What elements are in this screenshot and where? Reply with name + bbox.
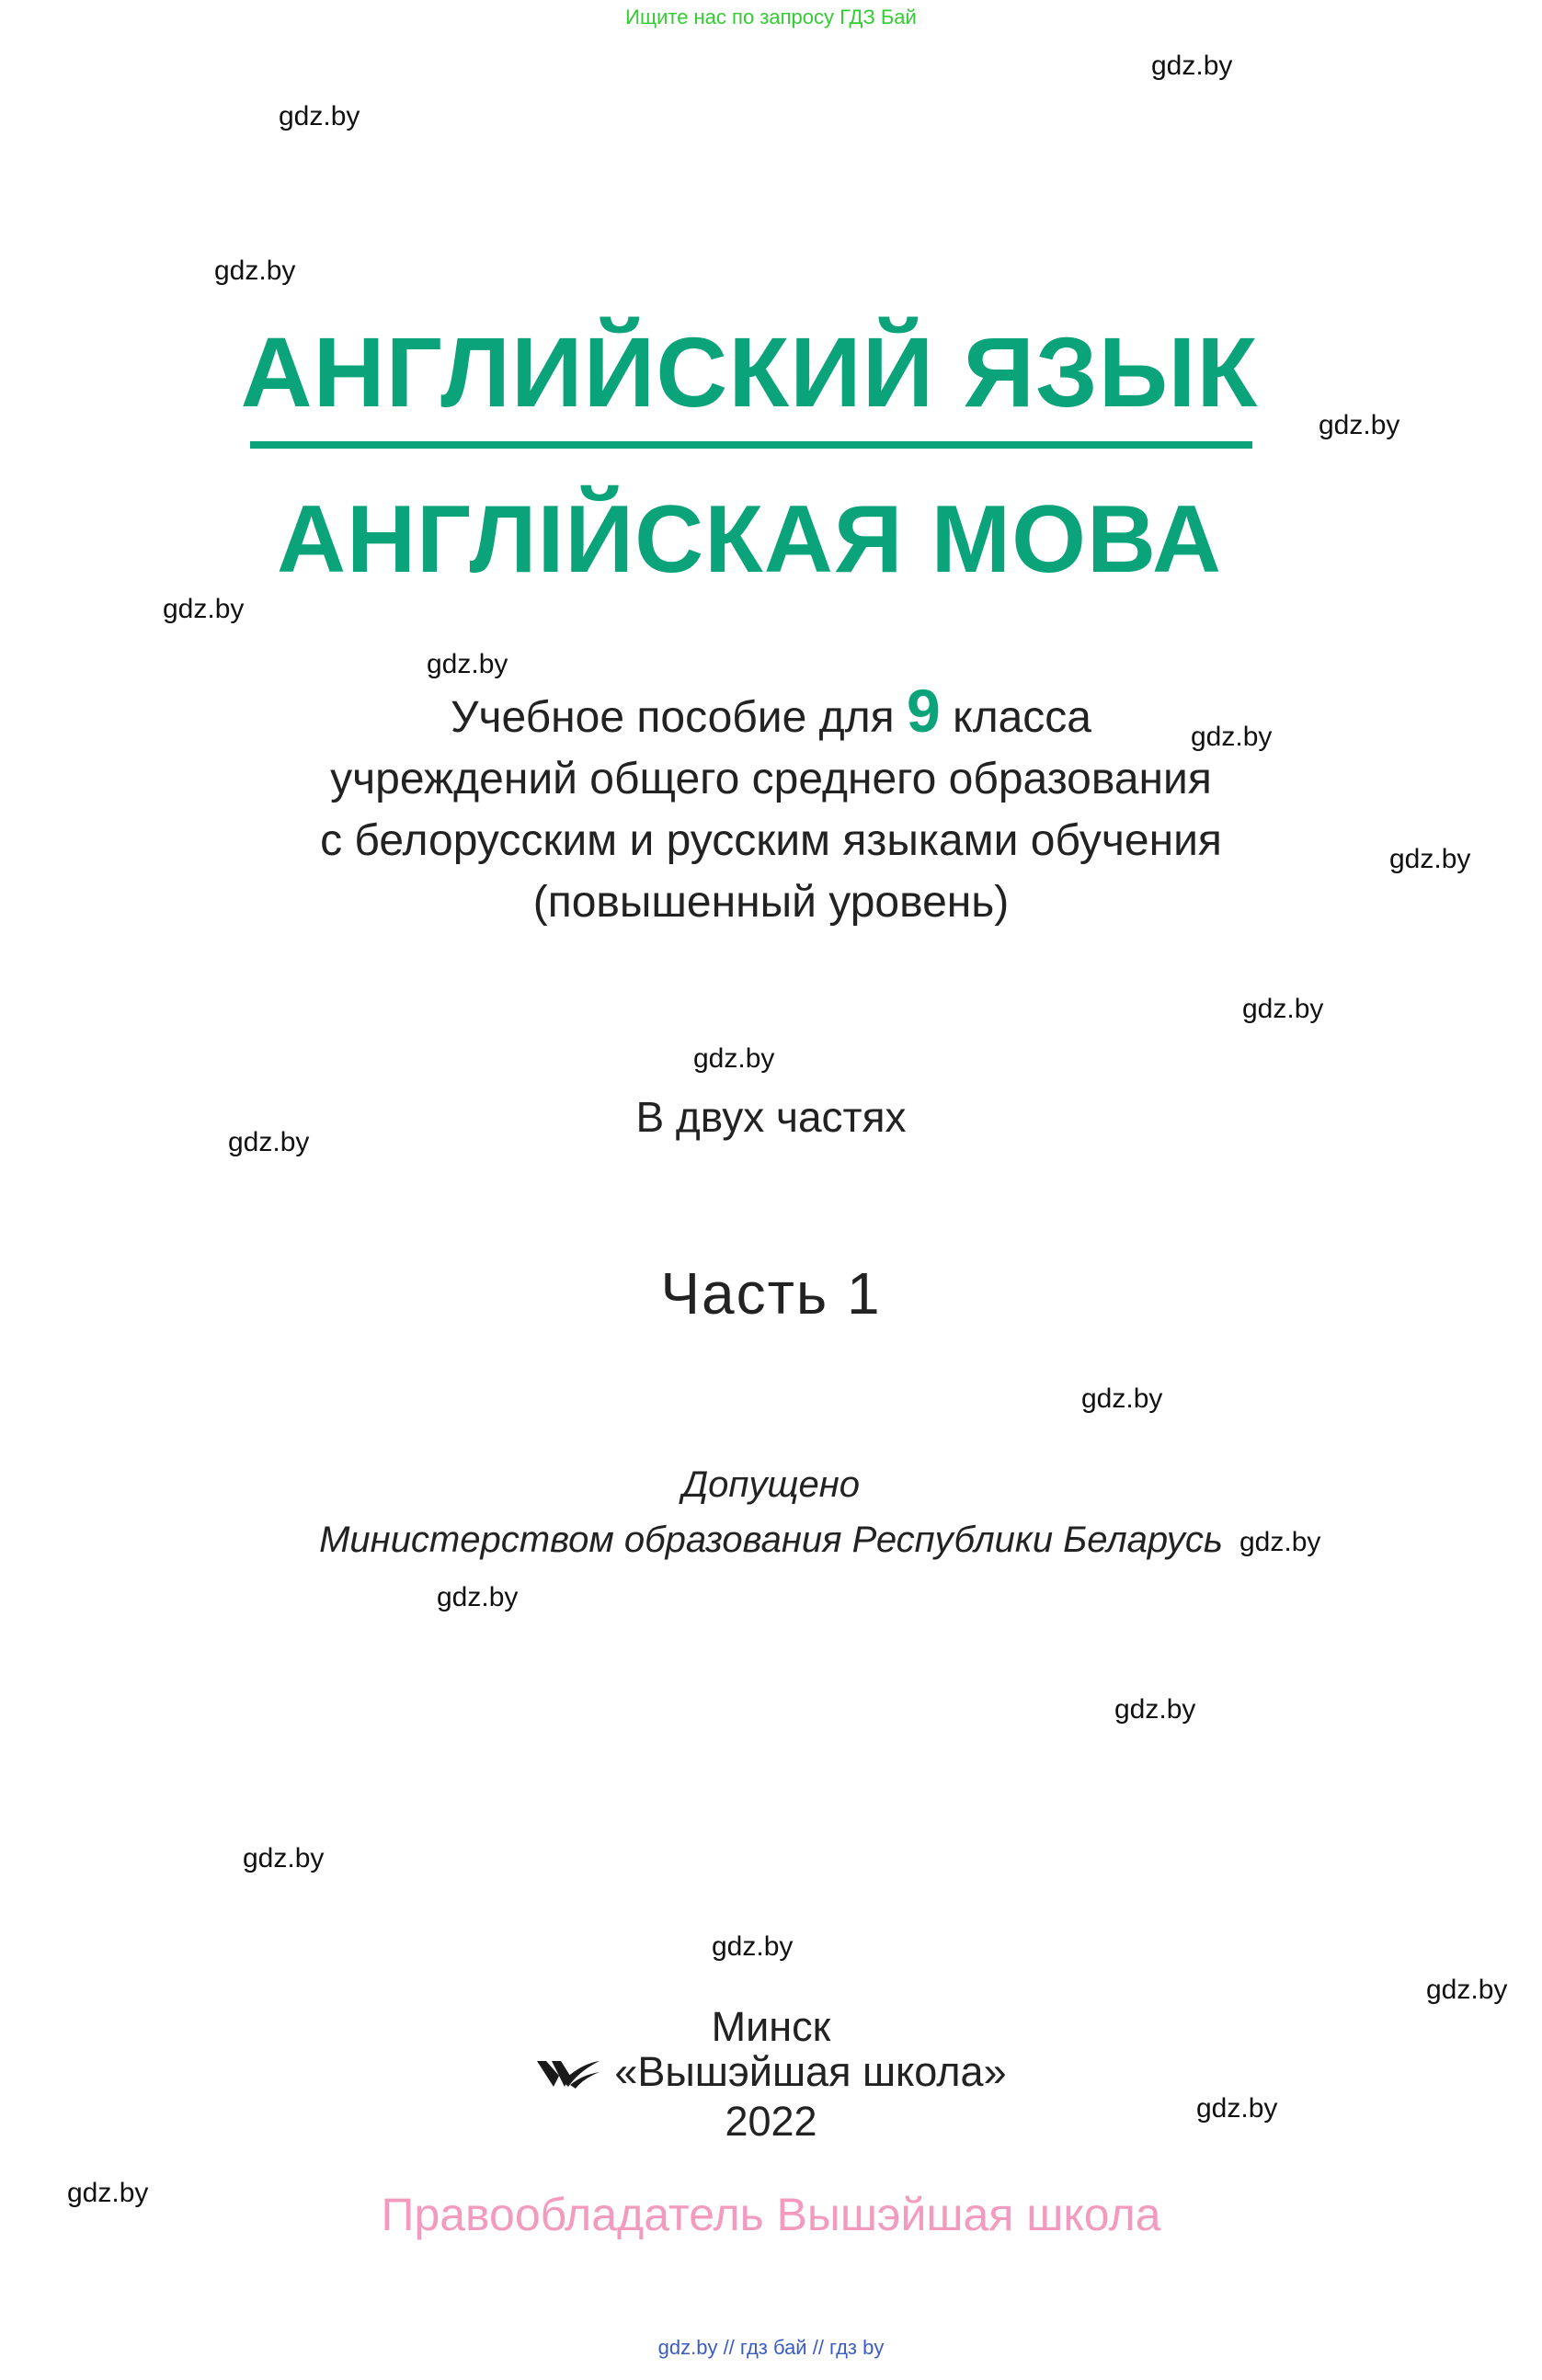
watermark: gdz.by	[693, 1043, 775, 1074]
subtitle-suffix: класса	[953, 693, 1091, 742]
watermark: gdz.by	[427, 649, 508, 679]
watermark: gdz.by	[163, 594, 245, 624]
title-russian: АНГЛИЙСКИЙ ЯЗЫК	[240, 316, 1259, 427]
watermark: gdz.by	[1389, 844, 1471, 874]
watermark: gdz.by	[228, 1127, 310, 1157]
watermark: gdz.by	[67, 2178, 149, 2208]
part-label: Часть 1	[660, 1260, 882, 1327]
watermark: gdz.by	[1191, 722, 1273, 752]
subtitle-line-2: учреждений общего среднего образования	[330, 755, 1212, 803]
parts-count: В двух частях	[635, 1093, 907, 1141]
grade-number: 9	[907, 677, 941, 745]
title-belarusian: АНГЛІЙСКАЯ МОВА	[276, 486, 1223, 593]
watermark: gdz.by	[1081, 1384, 1163, 1414]
watermark: gdz.by	[437, 1582, 519, 1612]
imprint-city: Минск	[711, 2003, 831, 2050]
approval-line-1: Допущено	[682, 1464, 860, 1505]
watermark: gdz.by	[1151, 51, 1233, 81]
subtitle-line-3: с белорусским и русским языками обучения	[320, 816, 1222, 865]
footer-links[interactable]: gdz.by // гдз бай // гдз by	[657, 2336, 885, 2359]
watermark: gdz.by	[1319, 410, 1400, 440]
publisher-logo-icon	[535, 2054, 601, 2090]
imprint-year: 2022	[725, 2097, 817, 2145]
watermark: gdz.by	[1426, 1975, 1508, 2005]
watermark: gdz.by	[712, 1931, 794, 1962]
subtitle-block	[0, 677, 1542, 933]
subtitle-line-4: (повышенный уровень)	[532, 878, 1010, 927]
watermark: gdz.by	[1196, 2093, 1278, 2124]
approval-line-2: Министерством образования Республики Беларусь	[319, 1520, 1223, 1560]
rights-holder: Правообладатель Вышэйшая школа	[381, 2189, 1161, 2240]
title-divider	[250, 441, 1252, 449]
watermark: gdz.by	[279, 101, 360, 131]
publisher-row	[535, 2049, 1006, 2094]
subtitle-line-1	[0, 677, 1542, 748]
top-banner: Ищите нас по запросу ГДЗ Бай	[625, 6, 917, 28]
watermark: gdz.by	[243, 1843, 325, 1873]
watermark: gdz.by	[1114, 1694, 1196, 1725]
imprint-block	[0, 2004, 1542, 2144]
watermark: gdz.by	[1242, 994, 1324, 1024]
watermark: gdz.by	[1239, 1527, 1321, 1557]
subtitle-prefix: Учебное пособие для	[451, 693, 895, 742]
imprint-publisher: «Вышэйшая школа»	[614, 2048, 1007, 2095]
watermark: gdz.by	[214, 256, 296, 286]
